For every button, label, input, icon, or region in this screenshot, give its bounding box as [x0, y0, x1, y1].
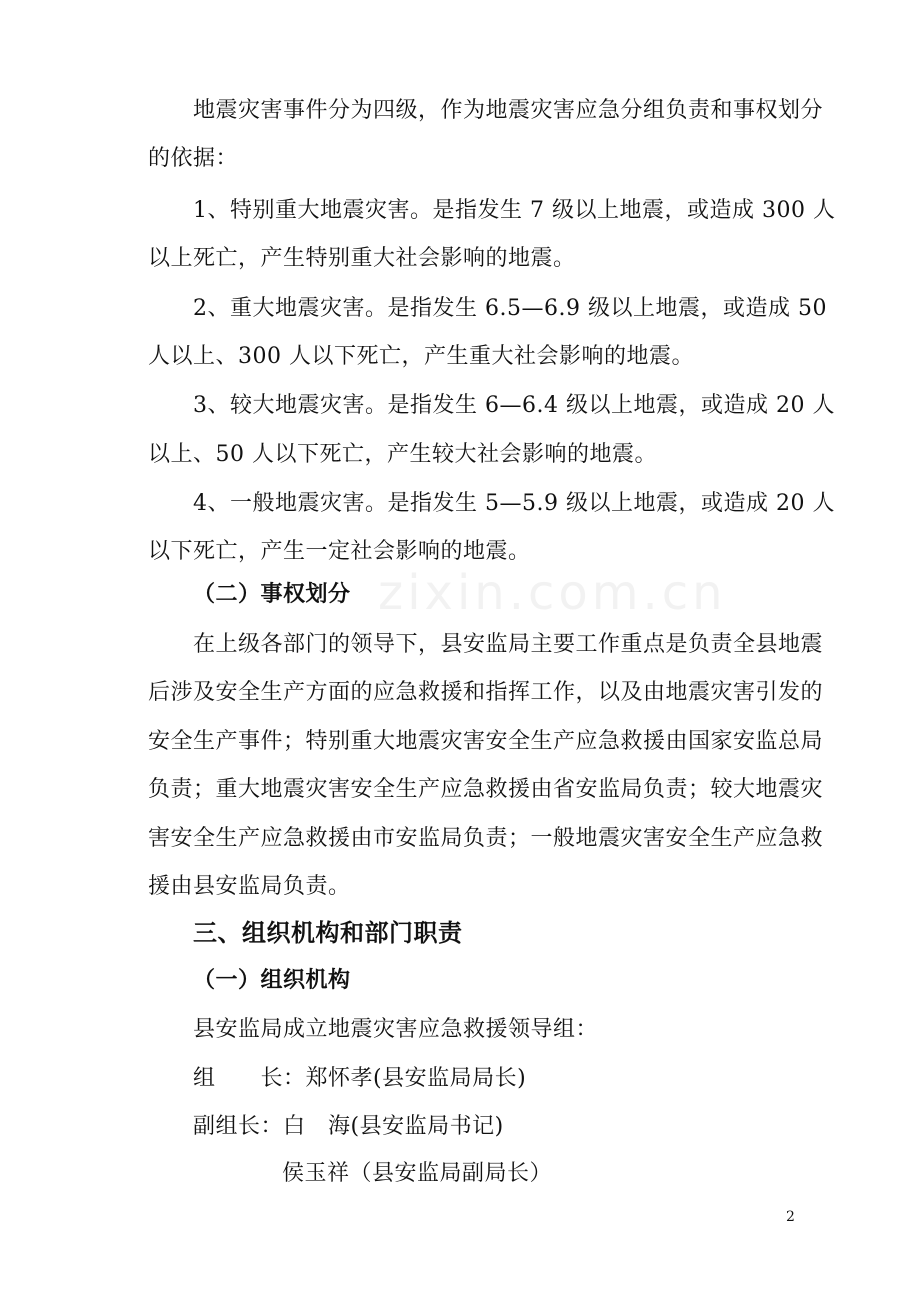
paragraph-line: 以上死亡，产生特别重大社会影响的地震。 — [148, 246, 576, 271]
paragraph-line: 4、一般地震灾害。是指发生 5—5.9 级以上地震，或造成 20 人 — [193, 491, 835, 516]
section-heading: （二）事权划分 — [193, 582, 351, 607]
paragraph-line: 的依据： — [148, 146, 239, 171]
member-line: 侯玉祥（县安监局副局长） — [282, 1161, 553, 1186]
paragraph-line: 后涉及安全生产方面的应急救援和指挥工作，以及由地震灾害引发的 — [148, 680, 824, 705]
paragraph-line: 人以上、300 人以下死亡，产生重大社会影响的地震。 — [148, 344, 694, 369]
chapter-heading: 三、组织机构和部门职责 — [193, 919, 463, 947]
watermark: zixin.com.cn — [378, 565, 727, 621]
page-number: 2 — [786, 1209, 795, 1225]
paragraph-line: 以上、50 人以下死亡，产生较大社会影响的地震。 — [148, 442, 657, 467]
paragraph-line: 负责；重大地震灾害安全生产应急救援由省安监局负责；较大地震灾 — [148, 777, 824, 802]
paragraph-line: 2、重大地震灾害。是指发生 6.5—6.9 级以上地震，或造成 50 — [193, 296, 827, 321]
member-line: 副组长：白 海(县安监局书记) — [193, 1114, 504, 1139]
paragraph-line: 安全生产事件；特别重大地震灾害安全生产应急救援由国家安监总局 — [148, 729, 824, 754]
paragraph-line: 县安监局成立地震灾害应急救援领导组： — [193, 1017, 599, 1042]
section-heading: （一）组织机构 — [193, 968, 351, 993]
paragraph-line: 地震灾害事件分为四级，作为地震灾害应急分组负责和事权划分 — [193, 98, 824, 123]
paragraph-line: 以下死亡，产生一定社会影响的地震。 — [148, 539, 531, 564]
paragraph-line: 害安全生产应急救援由市安监局负责；一般地震灾害安全生产应急救 — [148, 826, 824, 851]
paragraph-line: 在上级各部门的领导下，县安监局主要工作重点是负责全县地震 — [193, 632, 824, 657]
paragraph-line: 援由县安监局负责。 — [148, 874, 351, 899]
paragraph-line: 1、特别重大地震灾害。是指发生 7 级以上地震，或造成 300 人 — [193, 198, 836, 223]
paragraph-line: 3、较大地震灾害。是指发生 6—6.4 级以上地震，或造成 20 人 — [193, 393, 835, 418]
member-line: 组 长：郑怀孝(县安监局局长) — [193, 1066, 527, 1091]
